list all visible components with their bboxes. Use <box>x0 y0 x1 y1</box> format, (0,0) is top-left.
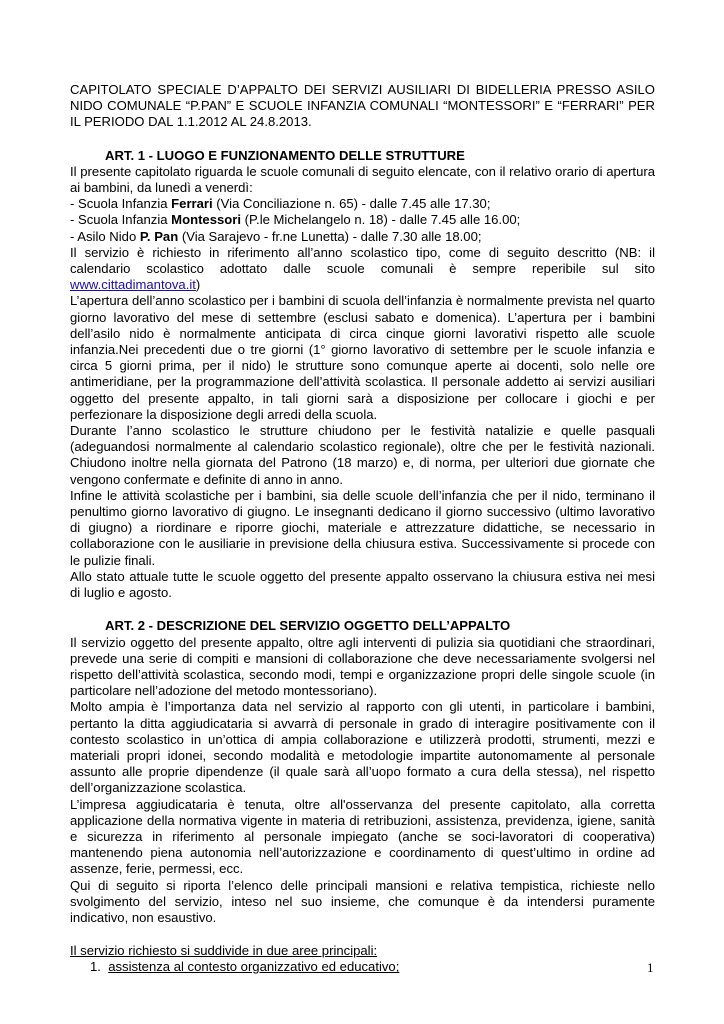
art1-summer-paragraph: Allo stato attuale tutte le scuole oggetto del presente appalto osservano la chiusura estiva nei mesi di luglio e agosto. <box>70 568 655 601</box>
service-text-close: ) <box>195 277 201 293</box>
school-prefix: - Scuola Infanzia <box>70 196 172 212</box>
service-text: Il servizio è richiesto in riferimento all’anno scolastico tipo, come di seguito descritto (NB: il calendario scolastico adottato dalle scuole comunali è sempre reperibile sul sito <box>70 244 655 277</box>
school-prefix: - Asilo Nido <box>70 228 140 244</box>
areas-title: Il servizio richiesto si suddivide in due aree principali: <box>70 943 378 959</box>
art1-service-paragraph <box>70 245 655 294</box>
school-detail: (P.le Michelangelo n. 18) - dalle 7.45 alle 16.00; <box>241 212 521 228</box>
art1-school-year-paragraph: Durante l’anno scolastico le strutture chiudono per le festività natalizie e quelle pasquali (adeguandosi normalmente al calendario scolastico regionale), oltre che per le festività nazionali. Chiudono inoltre nella giornata del Patrono (18 marzo) e, di norma, per ulteriori due giornate che vengono confermate e definite di anno in anno. <box>70 423 655 487</box>
document-body <box>70 82 655 976</box>
art1-heading: ART. 1 - LUOGO E FUNZIONAMENTO DELLE STRUTTURE <box>105 147 465 163</box>
calendar-website-link[interactable]: www.cittadimantova.it <box>70 277 196 293</box>
art1-intro: Il presente capitolato riguarda le scuole comunali di seguito elencate, con il relativo orario di apertura ai bambini, da lunedì a venerdì: <box>70 163 655 196</box>
school-name: Montessori <box>171 212 242 228</box>
school-item-ferrari <box>70 196 655 212</box>
art2-paragraph-2: Molto ampia è l’importanza data nel servizio al rapporto con gli utenti, in particolare i bambini, pertanto la ditta aggiudicataria si avvarrà di personale in grado di interagire positivamente con il contesto scolastico in un’ottica di ampia collaborazione e utilizzerà prodotti, strumenti, mezzi e materiali propri idonei, secondo modalità e metodologie impartite autonomamente al personale assunto alle proprie dipendenze (il quale sarà all’uopo formato a cura della stessa), nel rispetto dell’organizzazione scolastica. <box>70 699 655 796</box>
art2-heading: ART. 2 - DESCRIZIONE DEL SERVIZIO OGGETTO DELL’APPALTO <box>105 618 511 634</box>
area-number: 1. <box>90 959 101 975</box>
art1-opening-paragraph: L’apertura dell’anno scolastico per i bambini di scuola dell’infanzia è normalmente prevista nel quarto giorno lavorativo del mese di settembre (esclusi sabato e domenica). L’apertura per i bambini dell’asilo nido è normalmente anticipata di circa cinque giorni lavorativi rispetto alle scuole infanzia.Nei precedenti due o tre giorni (1° giorno lavorativo di settembre per le scuole infanzia e circa 5 giorni prima, per il nido) le strutture sono comunque aperte ai docenti, solo nelle ore antimeridiane, per la programmazione dell’attività scolastica. Il personale addetto ai servizi ausiliari oggetto del presente appalto, in tali giorni sarà a disposizione per collocare i giochi e per perfezionare la disposizione degli arredi della scuola. <box>70 293 655 422</box>
art2-paragraph-1: Il servizio oggetto del presente appalto, oltre agli interventi di pulizia sia quotidiani che straordinari, prevede una serie di compiti e mansioni di collaborazione che deve necessariamente svolgersi nel rispetto dell’attività scolastica, secondo modi, tempi e organizzazione propri delle singole scuole (in particolare nell’adozione del metodo montessoriano). <box>70 634 655 699</box>
school-prefix: - Scuola Infanzia <box>70 212 172 228</box>
school-name: Ferrari <box>171 196 213 212</box>
page-number: 1 <box>647 960 654 975</box>
art2-paragraph-4: Qui di seguito si riporta l’elenco delle principali mansioni e relativa tempistica, richieste nello svolgimento del servizio, inteso nel suo insieme, che comunque è da intendersi puramente indicativo, non esaustivo. <box>70 877 655 925</box>
school-detail: (Via Conciliazione n. 65) - dalle 7.45 alle 17.30; <box>212 196 491 212</box>
school-detail: (Via Sarajevo - fr.ne Lunetta) - dalle 7.30 alle 18.00; <box>178 228 482 244</box>
school-name: P. Pan <box>139 228 179 244</box>
document-title: CAPITOLATO SPECIALE D’APPALTO DEI SERVIZI AUSILIARI DI BIDELLERIA PRESSO ASILO NIDO COMUNALE “P.PAN” E SCUOLE INFANZIA COMUNALI “MONTESSORI” E “FERRARI” PER IL PERIODO DAL 1.1.2012 AL 24.8.2013. <box>70 82 655 130</box>
school-item-ppan <box>70 229 655 245</box>
area-text: assistenza al contesto organizzativo ed educativo; <box>108 959 400 975</box>
art2-paragraph-3: L’impresa aggiudicataria è tenuta, oltre all'osservanza del presente capitolato, alla corretta applicazione della normativa vigente in materia di retribuzioni, assistenza, previdenza, igiene, sanità e sicurezza in riferimento al personale impiegato (anche se soci-lavoratori di cooperativa) mantenendo piena autonomia nell’autorizzazione e coordinamento di quest’ultimo in ordine ad assenze, ferie, permessi, ecc. <box>70 796 655 877</box>
art1-end-paragraph: Infine le attività scolastiche per i bambini, sia delle scuole dell’infanzia che per il nido, terminano il penultimo giorno lavorativo di giugno. Le insegnanti dedicano il giorno successivo (ultimo lavorativo di giugno) a riordinare e riporre giochi, materiale e attrezzature didattiche, se necessario in collaborazione con le ausiliarie in previsione della chiusura estiva. Successivamente si procede con le pulizie finali. <box>70 487 655 568</box>
school-item-montessori <box>70 212 655 228</box>
area-list-item <box>70 959 655 975</box>
